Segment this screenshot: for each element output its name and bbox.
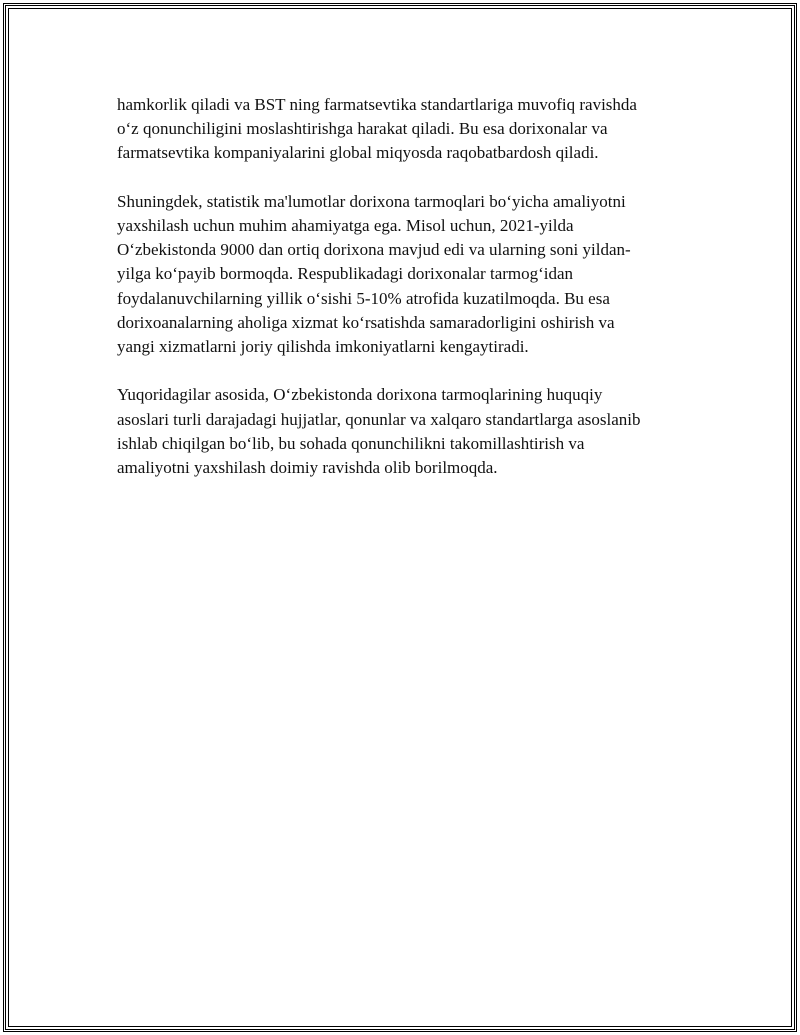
text-line: Yuqoridagilar asosida, O‘zbekistonda dorixona tarmoqlarining huquqiy — [117, 385, 603, 405]
text-line: dorixoanalarning aholiga xizmat ko‘rsatishda samaradorligini oshirish va — [117, 312, 615, 332]
text-line: asoslari turli darajadagi hujjatlar, qonunlar va xalqaro standartlarga asoslanib — [117, 409, 641, 429]
text-line: amaliyotni yaxshilash doimiy ravishda olib borilmoqda. — [117, 458, 498, 478]
text-line: o‘z qonunchiligini moslashtirishga harakat qiladi. Bu esa dorixonalar va — [117, 119, 608, 139]
text-line: yaxshilash uchun muhim ahamiyatga ega. Misol uchun, 2021-yilda — [117, 216, 574, 235]
text-line: farmatsevtika kompaniyalarini global miqyosda raqobatbardosh qiladi. — [117, 143, 599, 163]
text-line: O‘zbekistonda 9000 dan ortiq dorixona mavjud edi va ularning soni yildan- — [117, 240, 631, 260]
paragraph-1 — [117, 93, 692, 166]
text-line: foydalanuvchilarning yillik o‘sishi 5-10% atrofida kuzatilmoqda. Bu esa — [117, 288, 610, 308]
text-line: Shuningdek, statistik ma'lumotlar dorixona tarmoqlari bo‘yicha amaliyotni — [117, 191, 626, 211]
text-line: yangi xizmatlarni joriy qilishda imkoniyatlarni kengaytiradi. — [117, 337, 529, 357]
text-line: yilga ko‘payib bormoqda. Respublikadagi dorixonalar tarmog‘idan — [117, 264, 574, 284]
paragraph-3 — [117, 383, 692, 480]
paragraph-2 — [117, 190, 692, 359]
text-line: ishlab chiqilgan bo‘lib, bu sohada qonunchilikni takomillashtirish va — [117, 433, 585, 453]
text-line: hamkorlik qiladi va BST ning farmatsevtika standartlariga muvofiq ravishda — [117, 95, 637, 114]
document-body — [117, 93, 692, 504]
